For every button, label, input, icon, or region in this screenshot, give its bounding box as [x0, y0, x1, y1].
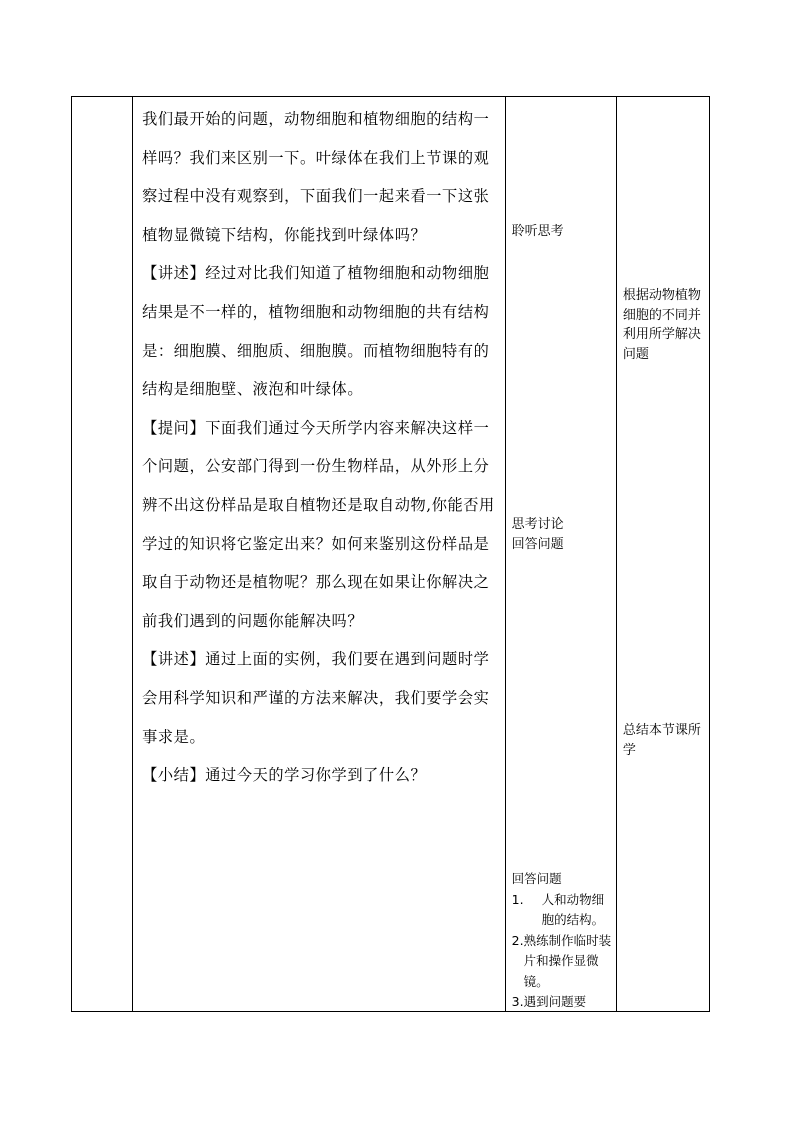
- lesson-plan-table: [71, 96, 710, 1012]
- student-activity-discuss: 思考讨论 回答问题: [511, 517, 564, 552]
- design-intent-cell: [616, 97, 709, 1012]
- list-item: 2. 熟练制作临时装片和操作显微镜。: [511, 932, 612, 989]
- paragraph: 【讲述】通过上面的实例，我们要在遇到问题时学会用科学知识和严谨的方法来解决，我们要学会实事求是。: [142, 650, 490, 746]
- design-intent-first: 根据动物植物细胞的不同并利用所学解决问题: [622, 288, 701, 362]
- student-activity-listen: 聆听思考: [511, 224, 564, 239]
- design-intent-second: 总结本节课所学: [622, 723, 701, 758]
- paragraph: 我们最开始的问题，动物细胞和植物细胞的结构一样吗？我们来区别一下。叶绿体在我们上节课的观察过程中没有观察到，下面我们一起来看一下这张植物显微镜下结构，你能找到叶绿体吗？: [142, 110, 490, 244]
- student-activity-answer: 回答问题 1. 人和动物细胞的结构。 2. 熟练制作临时装片和操作显微镜。 3. 遇到问题要: [512, 869, 614, 1013]
- paragraph: 【小结】通过今天的学习你学到了什么？: [142, 766, 427, 785]
- teacher-activity-text: [133, 97, 505, 795]
- table-row: [72, 97, 710, 1012]
- paragraph: 【提问】下面我们通过今天所学内容来解决这样一个问题，公安部门得到一份生物样品，从外形上分辨不出这份样品是取自植物还是取自动物,你能否用学过的知识将它鉴定出来？如何来鉴别这份样品是取自于动物还是植物呢？那么现在如果让你解决之前我们遇到的问题你能解决吗？: [142, 418, 495, 630]
- list-item: 3. 遇到问题要: [511, 994, 587, 1009]
- empty-cell: [72, 97, 133, 1012]
- teacher-activity-cell: [133, 97, 506, 1012]
- student-activity-cell: [505, 97, 616, 1012]
- paragraph: 【讲述】经过对比我们知道了植物细胞和动物细胞结果是不一样的，植物细胞和动物细胞的共有结构是：细胞膜、细胞质、细胞膜。而植物细胞特有的结构是细胞壁、液泡和叶绿体。: [142, 264, 490, 399]
- list-item: 1. 人和动物细胞的结构。: [511, 891, 605, 927]
